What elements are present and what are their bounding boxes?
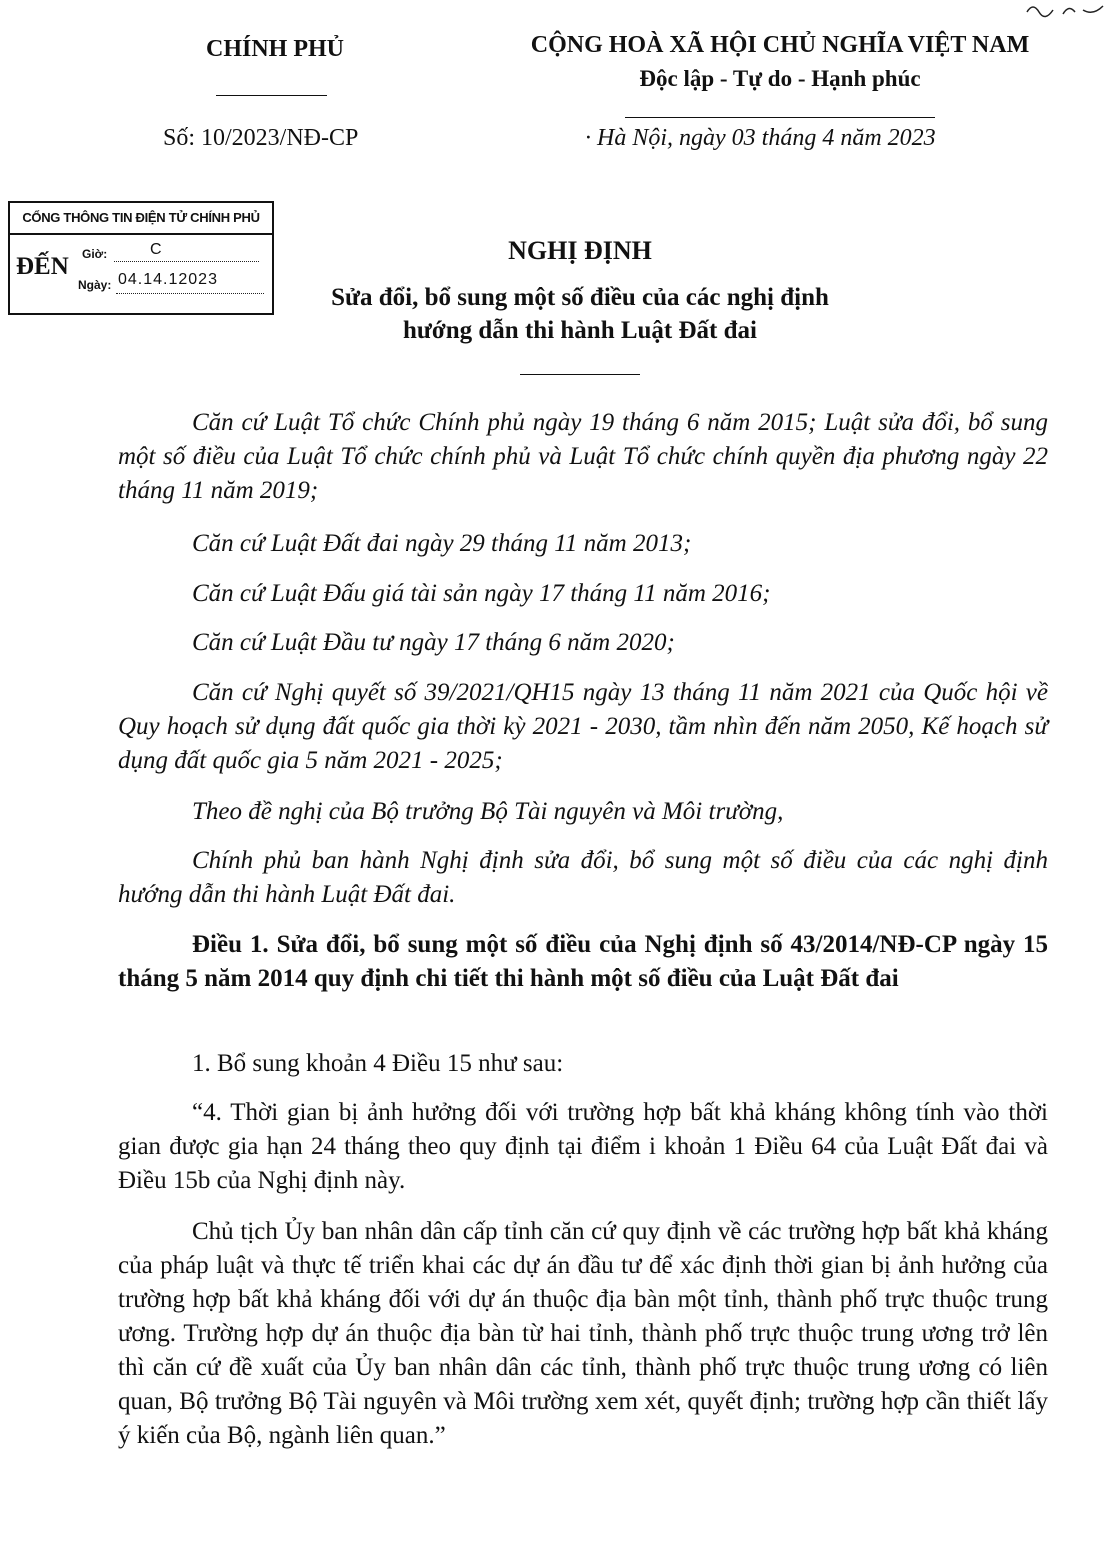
preamble-basis-government-law: Căn cứ Luật Tổ chức Chính phủ ngày 19 tháng 6 năm 2015; Luật sửa đổi, bổ sung một số điều của Luật Tổ chức chính phủ và Luật Tổ chức chính quyền địa phương ngày 22 tháng 11 năm 2019;: [118, 409, 1048, 504]
article-1-clause-1: 1. Bổ sung khoản 4 Điều 15 như sau:: [192, 1050, 564, 1077]
subject-line-2: hướng dẫn thi hành Luật Đất đai: [403, 317, 757, 344]
stamp-date-label: Ngày:: [78, 278, 112, 292]
preamble-basis-auction-law: Căn cứ Luật Đấu giá tài sản ngày 17 tháng 11 năm 2016;: [192, 580, 771, 607]
subject-line-1: Sửa đổi, bổ sung một số điều của các nghị định: [331, 284, 829, 311]
preamble-basis-investment-law: Căn cứ Luật Đầu tư ngày 17 tháng 6 năm 2020;: [192, 629, 675, 656]
agency-name: CHÍNH PHỦ: [206, 36, 344, 62]
preamble-proposal: Theo đề nghị của Bộ trưởng Bộ Tài nguyên và Môi trường,: [192, 798, 784, 825]
motto-underline: [625, 117, 935, 118]
nation-title: CỘNG HOÀ XÃ HỘI CHỦ NGHĨA VIỆT NAM: [530, 32, 1030, 58]
article-1-quote-paragraph-2: Chủ tịch Ủy ban nhân dân cấp tỉnh căn cứ quy định về các trường hợp bất khả kháng của pháp luật và thực tế triển khai các dự án đầu tư để xác định thời gian bị ảnh hưởng của trường hợp bất khả kháng đối với dự án thuộc địa bàn một tỉnh, thành phố trực thuộc trung ương. Trường hợp dự án thuộc địa bàn từ hai tỉnh, thành phố trực thuộc trung ương trở lên thì căn cứ đề xuất của Ủy ban nhân dân các tỉnh, thành phố trực thuộc trung ương có liên quan, Bộ trưởng Bộ Tài nguyên và Môi trường xem xét, quyết định; trường hợp cần thiết lấy ý kiến của Bộ, ngành liên quan.”: [118, 1218, 1048, 1449]
document-number: Số: 10/2023/NĐ-CP: [163, 125, 359, 151]
article-1-quote-paragraph-1: “4. Thời gian bị ảnh hưởng đối với trường hợp bất khả kháng không tính vào thời gian được gia hạn 24 tháng theo quy định tại điểm i khoản 1 Điều 64 của Luật Đất đai và Điều 15b của Nghị định này.: [118, 1099, 1048, 1194]
place-date: · Hà Nội, ngày 03 tháng 4 năm 2023: [585, 125, 936, 151]
preamble-basis-land-law: Căn cứ Luật Đất đai ngày 29 tháng 11 năm 2013;: [192, 530, 692, 557]
stamp-time-dots: [114, 261, 259, 262]
stamp-title: CỔNG THÔNG TIN ĐIỆN TỬ CHÍNH PHỦ: [10, 203, 272, 235]
document-type: NGHỊ ĐỊNH: [508, 236, 652, 265]
preamble-promulgation: Chính phủ ban hành Nghị định sửa đổi, bổ sung một số điều của các nghị định hướng dẫn thi hành Luật Đất đai.: [118, 847, 1048, 908]
stamp-time-label: Giờ:: [82, 247, 108, 261]
article-1-heading: Điều 1. Sửa đổi, bổ sung một số điều của Nghị định số 43/2014/NĐ-CP ngày 15 tháng 5 năm 2014 quy định chi tiết thi hành một số điều của Luật Đất đai: [118, 931, 1048, 992]
stamp-time-value: C: [150, 241, 163, 258]
stamp-date-value: 04.14.12023: [118, 271, 218, 288]
agency-underline: [216, 95, 327, 96]
title-underline: [520, 374, 640, 375]
handwritten-mark: [1023, 0, 1113, 20]
preamble-basis-resolution: Căn cứ Nghị quyết số 39/2021/QH15 ngày 13 tháng 11 năm 2021 của Quốc hội về Quy hoạch sử dụng đất quốc gia thời kỳ 2021 - 2030, tầm nhìn đến năm 2050, Kế hoạch sử dụng đất quốc gia 5 năm 2021 - 2025;: [118, 679, 1048, 774]
national-motto: Độc lập - Tự do - Hạnh phúc: [639, 66, 921, 91]
stamp-den-label: ĐẾN: [16, 253, 69, 280]
